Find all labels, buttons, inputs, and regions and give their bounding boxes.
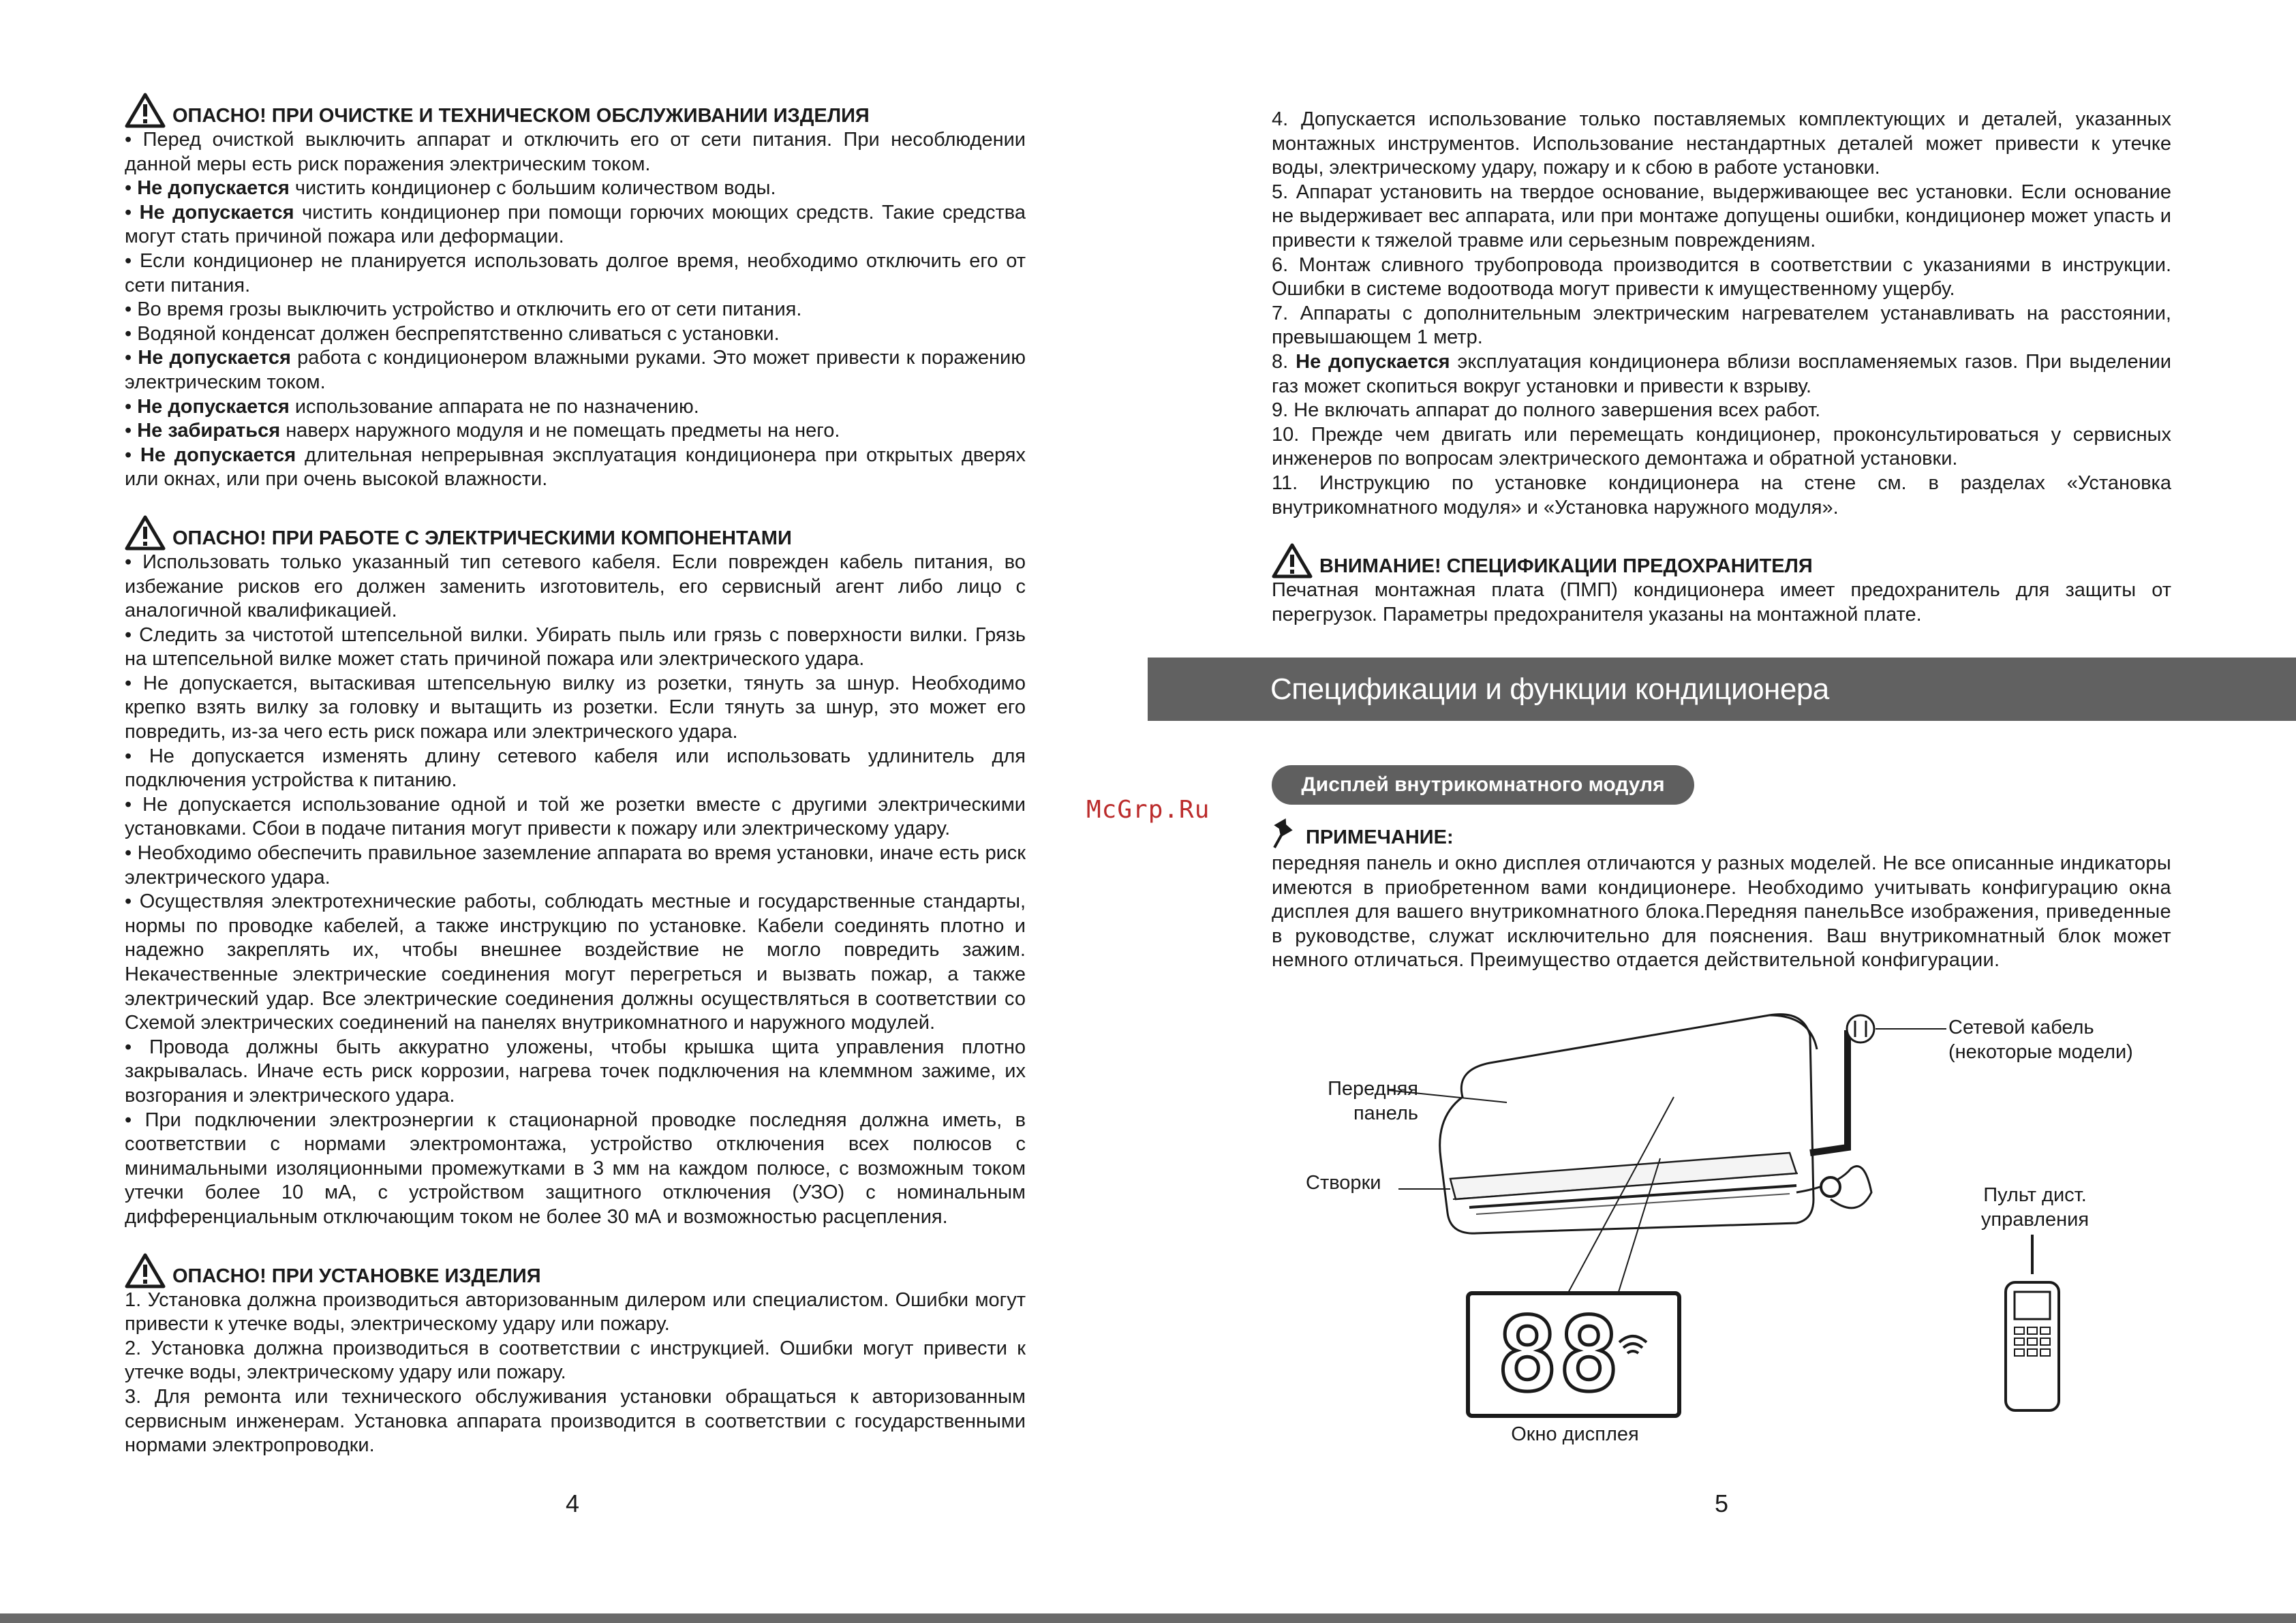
paragraph-text: • Перед очисткой выключить аппарат и отключить его от сети питания. При несоблюдении данной меры есть риск поражения электрическим током. — [125, 129, 1026, 175]
paragraph-text: • Во время грозы выключить устройство и отключить его от сети питания. — [125, 298, 802, 321]
paragraph — [1272, 399, 2171, 423]
emphasis-text: Не забираться — [137, 420, 281, 442]
fuse-title-text: ВНИМАНИЕ! СПЕЦИФИКАЦИИ ПРЕДОХРАНИТЕЛЯ — [1319, 555, 1813, 578]
emphasis-text: Не допускается — [1296, 350, 1450, 373]
paragraph-text: 9. Не включать аппарат до полного завершения всех работ. — [1272, 399, 1821, 422]
paragraph — [125, 201, 1026, 249]
remote-label: Пульт дист. управления — [1980, 1184, 2090, 1231]
emphasis-text: Не допускается — [140, 444, 296, 466]
paragraph-text: • Водяной конденсат должен беспрепятственно сливаться с установки. — [125, 322, 780, 345]
paragraph — [125, 551, 1026, 623]
left-column — [125, 90, 1026, 1479]
paragraph — [1272, 423, 2171, 472]
paragraph — [125, 298, 1026, 322]
note-text: передняя панель и окно дисплея отличаются у разных моделей. Не все описанные индикаторы имеются в приобретенном вами кондиционере. Необходимо учитывать конфигурацию окна дисплея для вашего внутрикомнатного блока.Передняя панельВсе изображения, приведенные в руководстве, служат исключительно для пояснения. Ваш внутрикомнатный блок может немного отличаться. Преимущество отдается действительной конфигурации. — [1272, 852, 2171, 972]
emphasis-text: Не допускается — [139, 201, 294, 223]
note-block — [1272, 815, 2171, 993]
paragraph-text: • Следить за чистотой штепсельной вилки. Убирать пыль или грязь с поверхности вилки. Грязь на штепсельной вилке может стать причиной пожара или электрического удара. — [125, 623, 1026, 670]
warning-icon — [125, 1253, 166, 1288]
fuse-text: Печатная монтажная плата (ПМП) кондиционера имеет предохранитель для защиты от перегрузок. Параметры предохранителя указаны на монтажной плате. — [1272, 579, 2171, 625]
paragraph — [125, 176, 1026, 201]
paragraph — [125, 1036, 1026, 1109]
emphasis-text: Не допускается — [137, 177, 290, 200]
paragraph-text: использование аппарата не по назначению. — [289, 395, 699, 418]
paragraph-text: • — [125, 177, 138, 200]
spec-band-title: Спецификации и функции кондиционера — [1270, 672, 1829, 706]
paragraph-text: 4. Допускается использование только поставляемых комплектующих и деталей, указанных монтажных инструментов. Использование нестандартных деталей может привести к утечке воды, электрическому удару, пожару и к сбою в работе установки. — [1272, 108, 2171, 179]
right-column — [1272, 108, 2171, 647]
paragraph — [125, 395, 1026, 420]
warning-icon — [1272, 543, 1313, 578]
paragraph — [125, 249, 1026, 298]
paragraph-text: • Использовать только указанный тип сетевого кабеля. Если поврежден кабель питания, во избежание рисков его должен заменить изготовитель, его сервисный агент либо лицо с аналогичной квалификацией. — [125, 551, 1026, 622]
spec-section-band — [1148, 658, 2296, 721]
paragraph — [125, 128, 1026, 176]
paragraph-text: чистить кондиционер при помощи горючих моющих средств. Такие средства могут стать причиной пожара или деформации. — [125, 201, 1026, 248]
paragraph-text: • При подключении электроэнергии к стационарной проводке последняя должна иметь, в соответствии с нормами электромонтажа, устройство отключения всех полюсов с минимальными изоляционными промежутками в 3 мм на каждом полюсе, с возможным током утечки более 10 мА, с устройством защитного отключения (УЗО) с номинальным дифференциальным отключающим током не более 30 мА и возможностью расцепления. — [125, 1109, 1026, 1228]
note-title — [1272, 815, 2171, 849]
paragraph-text: • Необходимо обеспечить правильное заземление аппарата во время установки, иначе есть риск электрического удара. — [125, 842, 1026, 888]
paragraph-text: 7. Аппараты с дополнительным электрическим нагревателем устанавливать на расстоянии, превышающем 1 метр. — [1272, 302, 2171, 349]
paragraph-text: • Не допускается изменять длину сетевого кабеля или использовать удлинитель для подключения устройства к питанию. — [125, 745, 1026, 792]
paragraph-text: работа с кондиционером влажными руками. Это может привести к поражению электрическим током. — [125, 347, 1026, 393]
paragraph-text: • Если кондиционер не планируется использовать долгое время, необходимо отключить его от сети питания. — [125, 249, 1026, 296]
pushpin-icon — [1272, 818, 1299, 849]
paragraph — [125, 623, 1026, 672]
louvers-label: Створки — [1306, 1172, 1381, 1194]
paragraph — [1272, 181, 2171, 253]
plug-icon — [1847, 1015, 1874, 1042]
warning-icon — [125, 93, 166, 128]
paragraph — [125, 672, 1026, 745]
paragraph-text: длительная непрерывная эксплуатация кондиционера при открытых дверях или окнах, или при очень высокой влажности. — [125, 444, 1026, 491]
paragraph — [125, 1109, 1026, 1230]
paragraph — [125, 1385, 1026, 1458]
warning-section — [125, 90, 1026, 492]
paragraph-text: • — [125, 347, 138, 369]
indoor-unit-diagram — [1272, 995, 2171, 1472]
warning-icon — [125, 515, 166, 551]
paragraph — [1272, 302, 2171, 350]
section-title-text: ОПАСНО! ПРИ ОЧИСТКЕ И ТЕХНИЧЕСКОМ ОБСЛУЖИВАНИИ ИЗДЕЛИЯ — [172, 105, 870, 127]
paragraph — [1272, 350, 2171, 399]
section-title — [125, 1250, 1026, 1288]
bottom-rule — [0, 1613, 2296, 1623]
paragraph-text: • Не допускается, вытаскивая штепсельную вилку из розетки, тянуть за шнур. Необходимо крепко взять вилку за головку и вытащить из розетки. Если тянуть за шнур, это может его повредить, из-за чего есть риск пожара или электрического удара. — [125, 672, 1026, 743]
paragraph-text: 2. Установка должна производиться в соответствии с инструкцией. Ошибки могут привести к утечке воды, электрическому удару или пожару. — [125, 1337, 1026, 1384]
paragraph — [125, 322, 1026, 347]
paragraph-text: • Осуществляя электротехнические работы, соблюдать местные и государственные стандарты, нормы по проводке кабелей, а также инструкцию по установке. Кабели соединять плотно и надежно закреплять их, чтобы внешнее воздействие не могло повредить зажим. Некачественные электрические соединения могут перегреться и вызвать пожар, а также электрический удар. Все электрические соединения должны осуществляться в соответствии со Схемой электрических соединений на панелях внутрикомнатного и наружного модулей. — [125, 891, 1026, 1034]
emphasis-text: Не допускается — [137, 395, 290, 418]
emphasis-text: Не допускается — [138, 347, 291, 369]
paragraph — [125, 1337, 1026, 1385]
section-title — [125, 512, 1026, 551]
paragraph — [125, 745, 1026, 793]
paragraph-text: 5. Аппарат установить на твердое основание, выдерживающее вес установки. Если основание не выдерживает вес аппарата, или при монтаже допущены ошибки, кондиционер может упасть и привести к тяжелой травме или серьезным повреждениям. — [1272, 181, 2171, 251]
paragraph-text: • — [125, 395, 138, 418]
display-digits: 88 — [1497, 1296, 1620, 1415]
paragraph-text: • — [125, 201, 140, 223]
warning-section — [125, 1250, 1026, 1458]
paragraph — [125, 890, 1026, 1036]
paragraph-text: • — [125, 444, 140, 466]
paragraph — [1272, 108, 2171, 181]
paragraph-text: чистить кондиционер с большим количеством воды. — [289, 177, 776, 200]
indoor-unit-body — [1440, 1015, 1813, 1234]
paragraph — [125, 1288, 1026, 1337]
paragraph-text: • Провода должны быть аккуратно уложены, чтобы крышка щита управления плотно закрывалась. Иначе есть риск коррозии, нагрева точек подключения на клеммном зажиме, их возгорания и электрического удара. — [125, 1036, 1026, 1107]
paragraph — [125, 841, 1026, 890]
section-title-text: ОПАСНО! ПРИ РАБОТЕ С ЭЛЕКТРИЧЕСКИМИ КОМПОНЕНТАМИ — [172, 527, 792, 549]
paragraph-text: 10. Прежде чем двигать или перемещать кондиционер, проконсультироваться у сервисных инженеров по вопросам электрического демонтажа и обратной установки. — [1272, 423, 2171, 470]
paragraph-text: 1. Установка должна производиться авторизованным дилером или специалистом. Ошибки могут привести к утечке воды, электрическому удару или пожару. — [125, 1288, 1026, 1335]
warning-section — [125, 512, 1026, 1230]
power-cable-label: Сетевой кабель (некоторые модели) — [1948, 1017, 2133, 1063]
paragraph — [125, 793, 1026, 841]
fuse-section-title — [1272, 540, 2171, 578]
section-title — [125, 90, 1026, 128]
display-window-label: Окно дисплея — [1511, 1423, 1639, 1445]
paragraph-text: 8. — [1272, 350, 1296, 373]
paragraph-text: эксплуатация кондиционера вблизи воспламеняемых газов. При выделении газ может скопиться вокруг установки и привести к взрыву. — [1272, 350, 2171, 397]
paragraph — [125, 444, 1026, 492]
paragraph — [1272, 253, 2171, 302]
paragraph — [1272, 472, 2171, 520]
watermark: McGrp.Ru — [1086, 796, 1210, 824]
fuse-section — [1272, 540, 2171, 627]
installation-list-continued — [1272, 108, 2171, 520]
paragraph-text: наверх наружного модуля и не помещать предметы на него. — [280, 420, 840, 442]
indoor-display-heading: Дисплей внутрикомнатного модуля — [1272, 765, 1694, 805]
paragraph — [125, 419, 1026, 444]
paragraph — [125, 346, 1026, 395]
front-panel-label: Передняя панель — [1328, 1078, 1418, 1124]
paragraph-text: • Не допускается использование одной и той же розетки вместе с другими электрическими установками. Сбои в подаче питания могут привести к пожару или электрическому удару. — [125, 793, 1026, 840]
note-title-text: ПРИМЕЧАНИЕ: — [1306, 826, 1454, 848]
paragraph-text: 11. Инструкцию по установке кондиционера на стене см. в разделах «Установка внутрикомнатного модуля» и «Установка наружного модуля». — [1272, 472, 2171, 519]
paragraph-text: • — [125, 420, 138, 442]
page-number-left: 4 — [565, 1489, 580, 1517]
section-title-text: ОПАСНО! ПРИ УСТАНОВКЕ ИЗДЕЛИЯ — [172, 1265, 541, 1287]
indoor-unit-drawing — [1272, 995, 2171, 1472]
paragraph-text: 3. Для ремонта или технического обслуживания установки обращаться к авторизованным сервисным инженерам. Установка аппарата производится в соответствии с государственными нормами электропроводки. — [125, 1385, 1026, 1457]
power-cable — [1810, 1030, 1848, 1153]
page-number-right: 5 — [1714, 1489, 1729, 1517]
paragraph-text: 6. Монтаж сливного трубопровода производится в соответствии с указаниями в инструкции. Ошибки в системе водоотвода могут привести к имущественному ущербу. — [1272, 253, 2171, 300]
